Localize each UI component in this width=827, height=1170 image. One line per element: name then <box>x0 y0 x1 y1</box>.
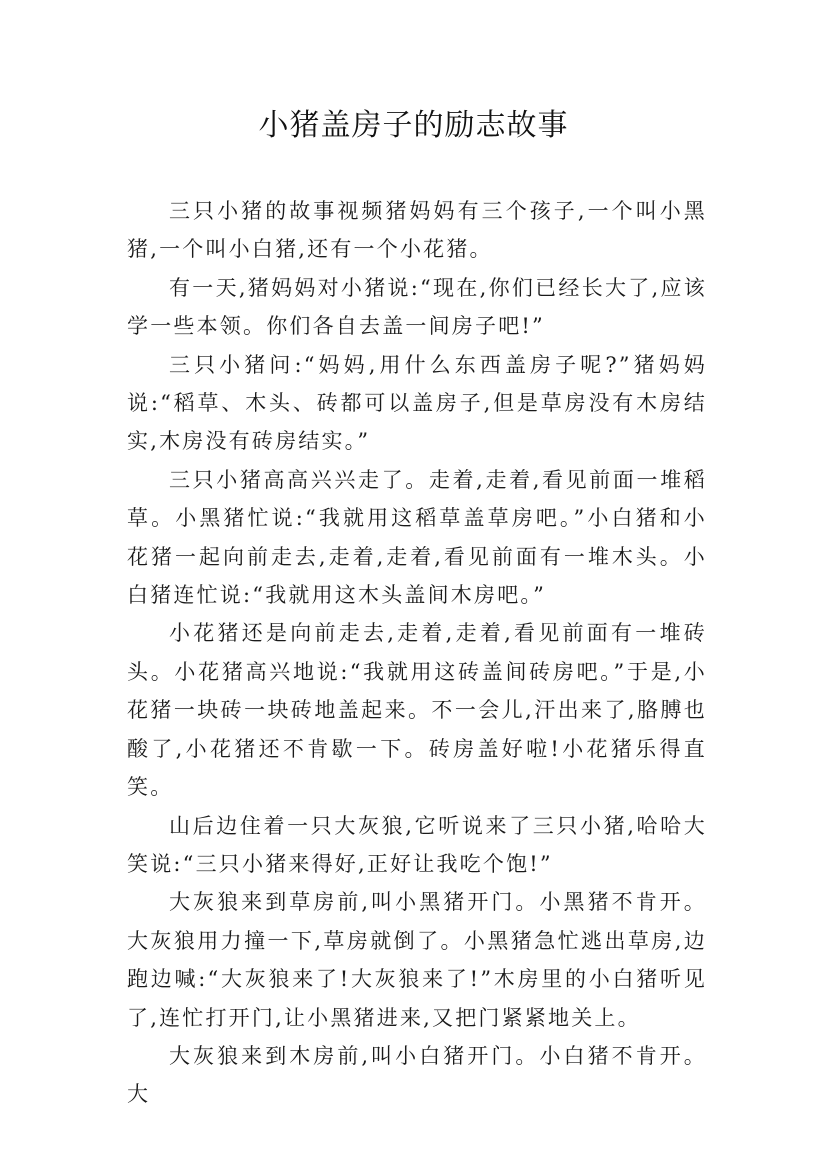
paragraph: 三只小猪问:“妈妈,用什么东西盖房子呢?”猪妈妈说:“稻草、木头、砖都可以盖房子,但是草房没有木房结实,木房没有砖房结实。” <box>127 352 707 454</box>
paragraph: 三只小猪高高兴兴走了。走着,走着,看见前面一堆稻草。小黑猪忙说:“我就用这稻草盖草房吧。”小白猪和小花猪一起向前走去,走着,走着,看见前面有一堆木头。小白猪连忙说:“我就用这木头盖间木房吧。” <box>127 467 707 608</box>
document-title: 小猪盖房子的励志故事 <box>258 108 569 143</box>
paragraph: 山后边住着一只大灰狼,它听说来了三只小猪,哈哈大笑说:“三只小猪来得好,正好让我吃个饱!” <box>127 813 707 876</box>
paragraph: 有一天,猪妈妈对小猪说:“现在,你们已经长大了,应该学一些本领。你们各自去盖一间房子吧!” <box>127 275 707 339</box>
paragraph: 三只小猪的故事视频猪妈妈有三个孩子,一个叫小黑猪,一个叫小白猪,还有一个小花猪。 <box>127 199 707 262</box>
paragraph: 小花猪还是向前走去,走着,走着,看见前面有一堆砖头。小花猪高兴地说:“我就用这砖盖间砖房吧。”于是,小花猪一块砖一块砖地盖起来。不一会儿,汗出来了,胳膊也酸了,小花猪还不肯歇一下。砖房盖好啦!小花猪乐得直笑。 <box>127 621 707 800</box>
document-body <box>127 192 707 1114</box>
paragraph: 大灰狼来到草房前,叫小黑猪开门。小黑猪不肯开。大灰狼用力撞一下,草房就倒了。小黑猪急忙逃出草房,边跑边喊:“大灰狼来了!大灰狼来了!”木房里的小白猪听见了,连忙打开门,让小黑猪进来,又把门紧紧地关上。 <box>127 890 707 1030</box>
paragraph: 大灰狼来到木房前,叫小白猪开门。小白猪不肯开。大 <box>127 1043 707 1107</box>
